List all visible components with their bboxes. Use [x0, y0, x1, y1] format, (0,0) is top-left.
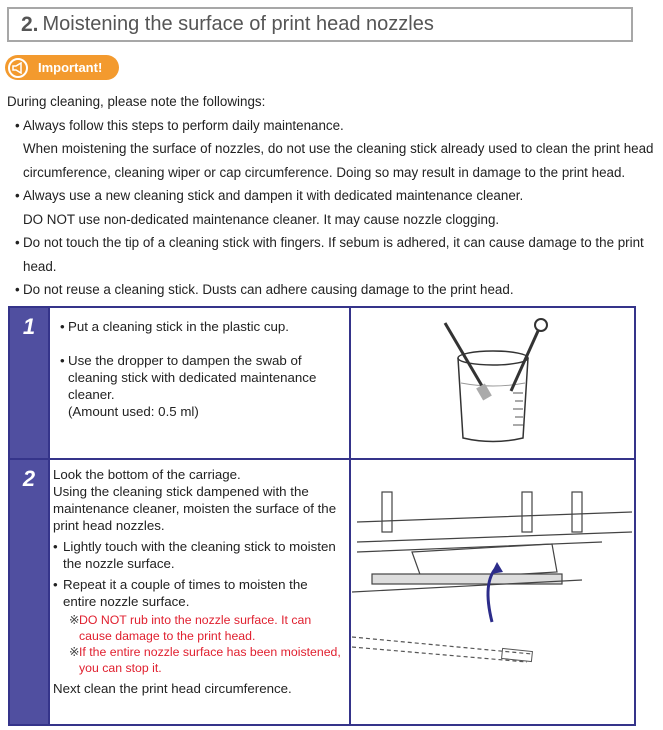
step-number: 2 [10, 460, 48, 724]
step-text: • Put a cleaning stick in the plastic cup. • Use the dropper to dampen the swab of cleaning stick with dedicated maintenance cleaner. (Amount used: 0.5 ml) [48, 308, 351, 458]
warning-note: ※ DO NOT rub into the nozzle surface. It can cause damage to the print head. [69, 613, 312, 643]
section-title [7, 7, 633, 42]
note-item: • Do not reuse a cleaning stick. Dusts can adhere causing damage to the print head. [7, 278, 657, 302]
note-item: • Always follow this steps to perform daily maintenance. When moistening the surface of nozzles, do not use the cleaning stick already used to clean the print head circumference, cleaning wiper or cap circumference. Doing so may result in damage to the print head. [7, 114, 657, 185]
step-row-1 [10, 308, 634, 460]
step-text: Look the bottom of the carriage. Using the cleaning stick dampened with the maintenance cleaner, moisten the surface of the print head nozzles. • Lightly touch with the cleaning stick to moisten the nozzle surface. • Repeat it a couple of times to moisten the entire nozzle surface. ※ DO NOT rub into the nozzle surface. It can cause damage to the print head. ※ If the entire nozzle surface has been moistened, you can stop it. Next clean the print head circumference. [48, 460, 351, 724]
section-number: 2. [21, 12, 39, 36]
cup-illustration [351, 308, 634, 458]
cleaning-notes [7, 90, 657, 302]
section-title-text: Moistening the surface of print head nozzles [42, 13, 434, 35]
important-badge [5, 55, 119, 80]
note-item: • Always use a new cleaning stick and dampen it with dedicated maintenance cleaner. DO NOT use non-dedicated maintenance cleaner. It may cause nozzle clogging. [7, 184, 657, 231]
important-label: Important! [38, 60, 103, 75]
step-row-2 [10, 460, 634, 724]
step-number: 1 [10, 308, 48, 458]
steps-table [8, 306, 636, 726]
warning-note: ※ If the entire nozzle surface has been moistened, you can stop it. [69, 645, 341, 675]
megaphone-icon [8, 58, 28, 78]
notes-intro: During cleaning, please note the followings: [7, 94, 266, 109]
note-item: • Do not touch the tip of a cleaning stick with fingers. If sebum is adhered, it can cause damage to the print head. [7, 231, 657, 278]
carriage-illustration [351, 460, 634, 724]
